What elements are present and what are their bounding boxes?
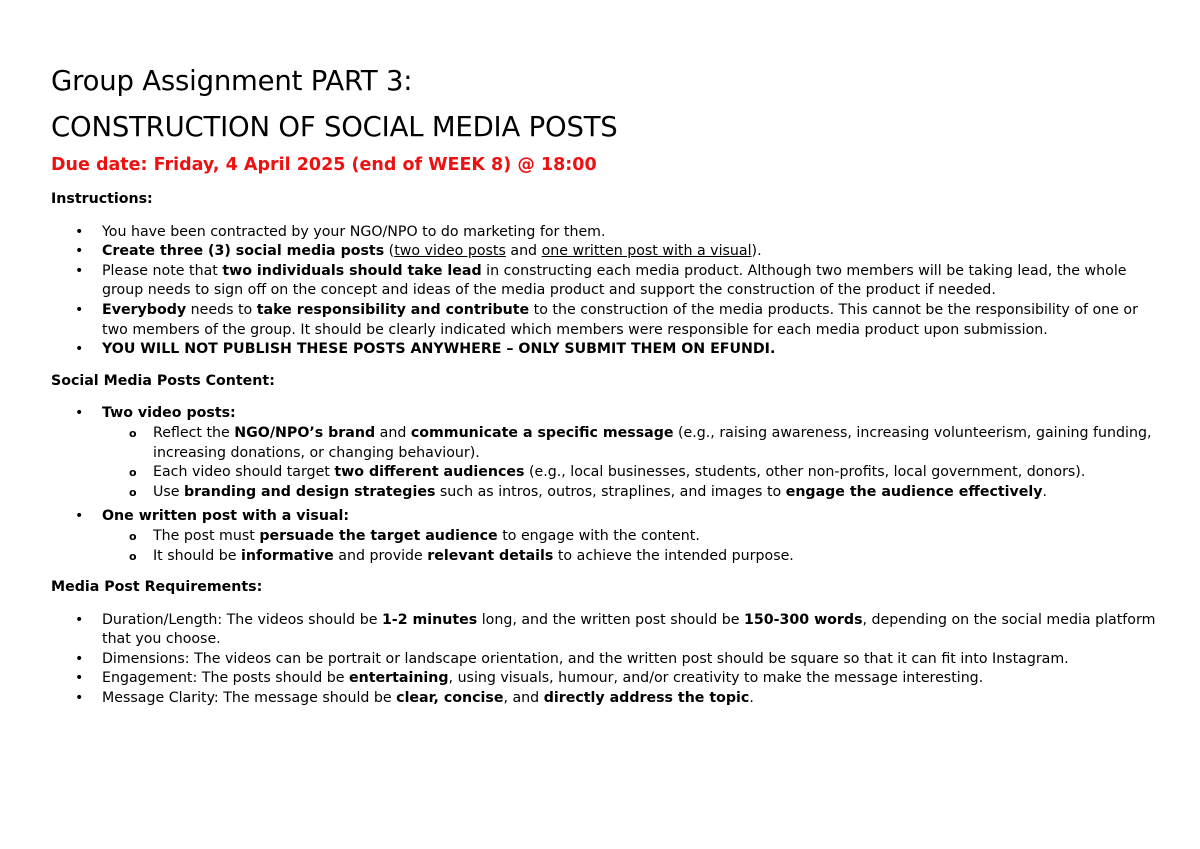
video-post-detail: o Use branding and design strategies such as intros, outros, straplines, and images to engage the audience effectively. [153, 483, 1156, 503]
content-heading: Social Media Posts Content: [51, 372, 275, 389]
video-post-detail: o Each video should target two different audiences (e.g., local businesses, students, other non-profits, local government, donors). [153, 463, 1156, 483]
written-post-detail: o The post must persuade the target audience to engage with the content. [153, 527, 1156, 547]
requirements-list [51, 611, 1156, 709]
instruction-item: • You have been contracted by your NGO/NPO to do marketing for them. [102, 223, 1156, 243]
document-body [51, 58, 1156, 709]
instruction-item: • Create three (3) social media posts (two video posts and one written post with a visual). [102, 242, 1156, 262]
assignment-subtitle: CONSTRUCTION OF SOCIAL MEDIA POSTS [51, 111, 618, 143]
video-posts-item: • Two video posts: o Reflect the NGO/NPO’s brand and communicate a specific message (e.g., raising awareness, increasing volunteerism, gaining funding, increasing donations, or changing behaviour). o Each video should target two different audiences (e.g., local businesses, students, other non-profits, local government, donors). o Use branding and design strategies such as intros, outros, straplines, and images to engage the audience effectively. [102, 404, 1156, 502]
instructions-list [51, 223, 1156, 360]
requirements-heading: Media Post Requirements: [51, 579, 263, 596]
instruction-item: • YOU WILL NOT PUBLISH THESE POSTS ANYWHERE – ONLY SUBMIT THEM ON EFUNDI. [102, 340, 1156, 360]
instruction-item: • Everybody needs to take responsibility and contribute to the construction of the media products. This cannot be the responsibility of one or two members of the group. It should be clearly indicated which members were responsible for each media product upon submission. [102, 301, 1156, 340]
video-post-detail: o Reflect the NGO/NPO’s brand and communicate a specific message (e.g., raising awareness, increasing volunteerism, gaining funding, increasing donations, or changing behaviour). [153, 424, 1156, 463]
requirement-item: • Dimensions: The videos can be portrait or landscape orientation, and the written post should be square so that it can fit into Instagram. [102, 650, 1156, 670]
written-post-item: • One written post with a visual: o The post must persuade the target audience to engage with the content. o It should be informative and provide relevant details to achieve the intended purpose. [102, 507, 1156, 566]
content-list [51, 404, 1156, 566]
instructions-heading: Instructions: [51, 191, 153, 207]
due-date: Due date: Friday, 4 April 2025 (end of WEEK 8) @ 18:00 [51, 155, 597, 175]
instruction-item: • Please note that two individuals should take lead in constructing each media product. Although two members will be taking lead, the whole group needs to sign off on the concept and ideas of the media product and support the construction of the product if needed. [102, 262, 1156, 301]
requirement-item: • Engagement: The posts should be entertaining, using visuals, humour, and/or creativity to make the message interesting. [102, 669, 1156, 689]
written-post-sublist [102, 527, 1156, 566]
requirement-item: • Duration/Length: The videos should be 1-2 minutes long, and the written post should be 150-300 words, depending on the social media platform that you choose. [102, 611, 1156, 650]
assignment-title: Group Assignment PART 3: [51, 65, 413, 97]
video-posts-sublist [102, 424, 1156, 502]
requirement-item: • Message Clarity: The message should be clear, concise, and directly address the topic. [102, 689, 1156, 709]
written-post-detail: o It should be informative and provide relevant details to achieve the intended purpose. [153, 547, 1156, 567]
